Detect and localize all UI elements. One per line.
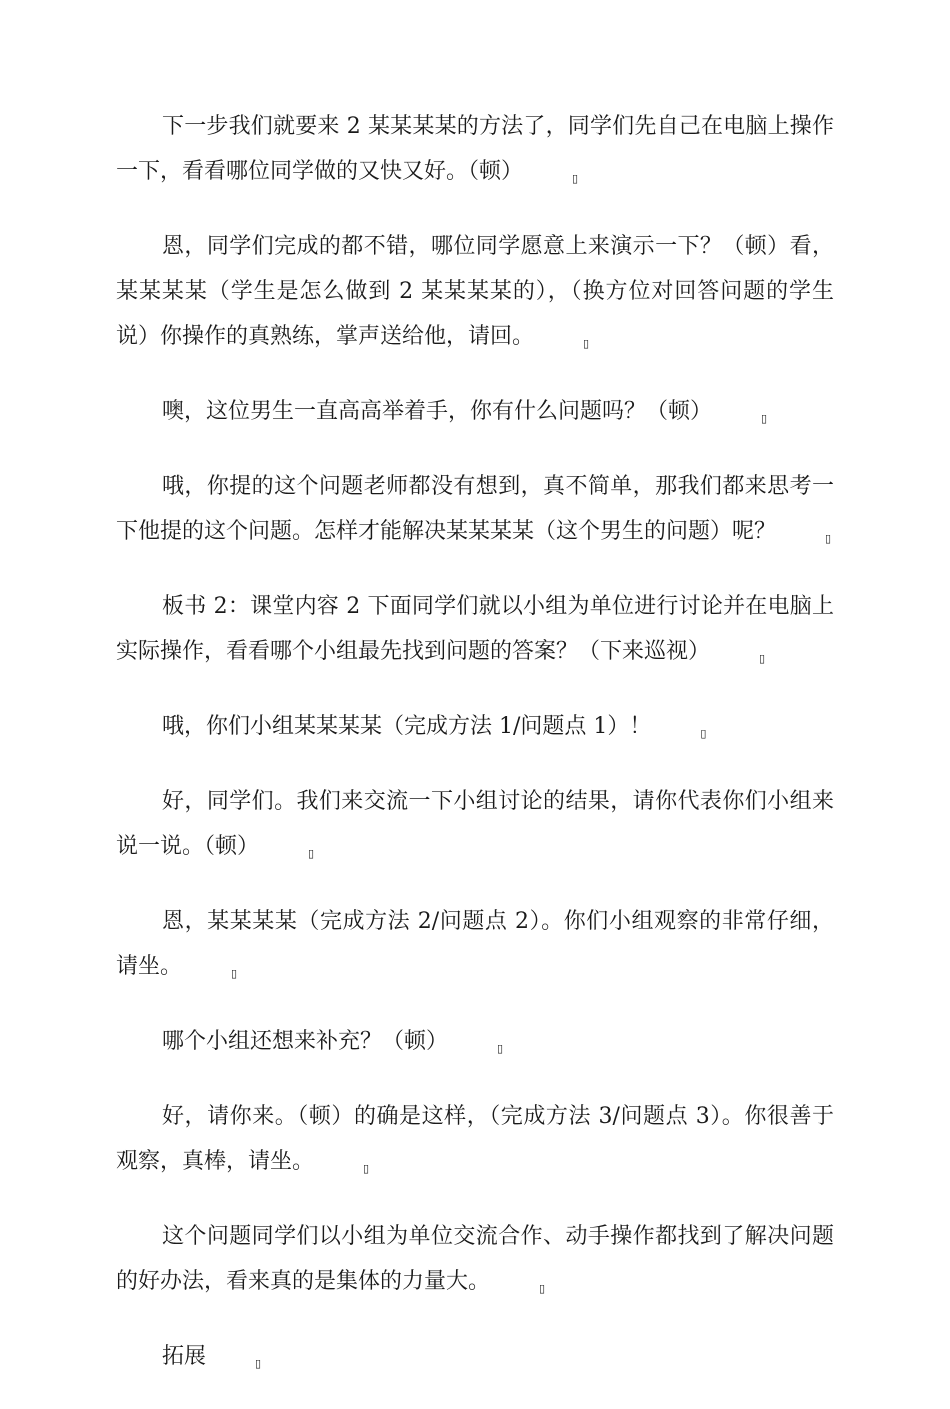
paragraph-end-mark: ▯ xyxy=(231,967,238,980)
paragraph-text: 拓展 xyxy=(162,1344,207,1369)
paragraph-end-mark: ▯ xyxy=(363,1162,370,1175)
paragraph-text: 哪个小组还想来补充？（顿） xyxy=(162,1029,449,1054)
paragraph-end-mark: ▯ xyxy=(308,847,315,860)
paragraph xyxy=(116,1214,834,1304)
paragraph-end-mark: ▯ xyxy=(572,172,579,185)
paragraph xyxy=(116,1334,834,1379)
paragraph-end-mark: ▯ xyxy=(700,727,707,740)
paragraph-end-mark: ▯ xyxy=(497,1042,504,1055)
paragraph-text: 哦，你提的这个问题老师都没有想到，真不简单，那我们都来思考一下他提的这个问题。怎样才能解决某某某某（这个男生的问题）呢？ xyxy=(116,474,834,544)
paragraph-text: 好，请你来。（顿）的确是这样，（完成方法 3/问题点 3）。你很善于观察，真棒，请坐。 xyxy=(116,1104,834,1174)
paragraph xyxy=(116,104,834,194)
paragraph-text: 恩，某某某某（完成方法 2/问题点 2）。你们小组观察的非常仔细，请坐。 xyxy=(116,909,834,979)
paragraph-end-mark: ▯ xyxy=(761,412,768,425)
paragraph xyxy=(116,389,834,434)
paragraph xyxy=(116,704,834,749)
paragraph-text: 下一步我们就要来 2 某某某某的方法了，同学们先自己在电脑上操作一下，看看哪位同学做的又快又好。（顿） xyxy=(116,114,834,184)
paragraph-end-mark: ▯ xyxy=(759,652,766,665)
paragraph xyxy=(116,899,834,989)
paragraph-text: 这个问题同学们以小组为单位交流合作、动手操作都找到了解决问题的好办法，看来真的是集体的力量大。 xyxy=(116,1224,834,1294)
paragraph xyxy=(116,224,834,359)
paragraph xyxy=(116,1019,834,1064)
paragraph-text: 噢，这位男生一直高高举着手，你有什么问题吗？（顿） xyxy=(162,399,713,424)
paragraph-text: 板书 2：课堂内容 2 下面同学们就以小组为单位进行讨论并在电脑上实际操作，看看哪个小组最先找到问题的答案？（下来巡视） xyxy=(116,594,834,664)
paragraph-text: 恩，同学们完成的都不错，哪位同学愿意上来演示一下？（顿）看，某某某某（学生是怎么做到 2 某某某某的），（换方位对回答问题的学生说）你操作的真熟练，掌声送给他，请回。 xyxy=(116,234,834,349)
paragraph xyxy=(116,1094,834,1184)
paragraph xyxy=(116,464,834,554)
paragraph-end-mark: ▯ xyxy=(825,532,832,545)
paragraph-end-mark: ▯ xyxy=(583,337,590,350)
paragraph-end-mark: ▯ xyxy=(539,1282,546,1295)
paragraph xyxy=(116,584,834,674)
document-body xyxy=(116,104,834,1409)
paragraph xyxy=(116,779,834,869)
paragraph-text: 哦，你们小组某某某某（完成方法 1/问题点 1）！ xyxy=(162,714,652,739)
paragraph-text: 好，同学们。我们来交流一下小组讨论的结果，请你代表你们小组来说一说。（顿） xyxy=(116,789,834,859)
paragraph-end-mark: ▯ xyxy=(255,1357,262,1370)
